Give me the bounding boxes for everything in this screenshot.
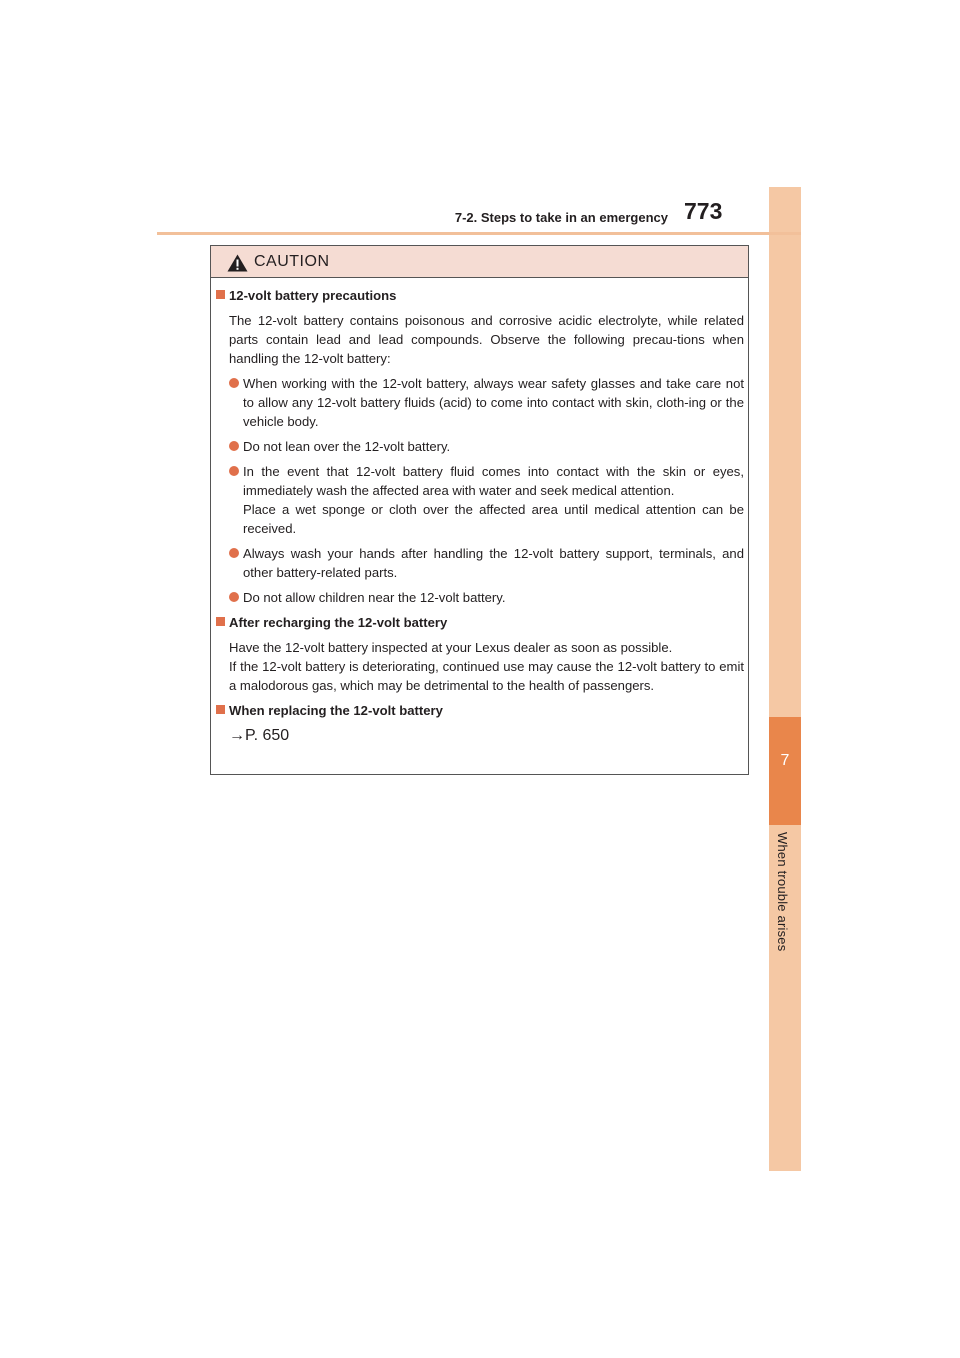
bullet-item: When working with the 12-volt battery, always wear safety glasses and take care not to allow any 12-volt battery fluids (acid) to come into contact with skin, cloth-ing or the vehicle body. <box>211 374 750 431</box>
bullet-item: Do not allow children near the 12-volt battery. <box>211 588 750 607</box>
caution-label: CAUTION <box>254 253 330 270</box>
bullet-item: In the event that 12-volt battery fluid comes into contact with the skin or eyes, immediately wash the affected area with water and seek medical attention. Place a wet sponge or cloth over the affected area until medical attention can be received. <box>211 462 750 538</box>
bullet-item: Always wash your hands after handling the 12-volt battery support, terminals, and other battery-related parts. <box>211 544 750 582</box>
caution-header <box>211 246 748 278</box>
square-bullet-icon <box>216 705 225 714</box>
caution-box <box>210 245 749 775</box>
square-bullet-icon <box>216 290 225 299</box>
caution-content <box>211 286 750 745</box>
warning-triangle-icon <box>227 254 248 272</box>
chapter-tab <box>769 717 801 825</box>
section-heading: 7-2. Steps to take in an emergency <box>454 210 668 225</box>
chapter-number: 7 <box>780 752 790 769</box>
header-divider <box>157 232 801 235</box>
round-bullet-icon <box>229 378 239 388</box>
chapter-title: When trouble arises <box>775 832 790 952</box>
page-reference-link[interactable]: →P. 650 <box>229 727 290 744</box>
section-title: After recharging the 12-volt battery <box>211 613 750 632</box>
round-bullet-icon <box>229 441 239 451</box>
section-body: Have the 12-volt battery inspected at your Lexus dealer as soon as possible. If the 12-volt battery is deteriorating, continued use may cause the 12-volt battery to emit a malodorous gas, which may be detrimental to the health of passengers. <box>229 640 744 693</box>
round-bullet-icon <box>229 592 239 602</box>
section-intro: The 12-volt battery contains poisonous and corrosive acidic electrolyte, while related parts contain lead and lead compounds. Observe the following precau-tions when handling the 12-volt battery: <box>229 313 744 366</box>
square-bullet-icon <box>216 617 225 626</box>
page-number: 773 <box>684 198 723 224</box>
bullet-item: Do not lean over the 12-volt battery. <box>211 437 750 456</box>
round-bullet-icon <box>229 548 239 558</box>
side-tab <box>769 187 801 1171</box>
round-bullet-icon <box>229 466 239 476</box>
section-title: When replacing the 12-volt battery <box>211 701 750 720</box>
section-title: 12-volt battery precautions <box>211 286 750 305</box>
